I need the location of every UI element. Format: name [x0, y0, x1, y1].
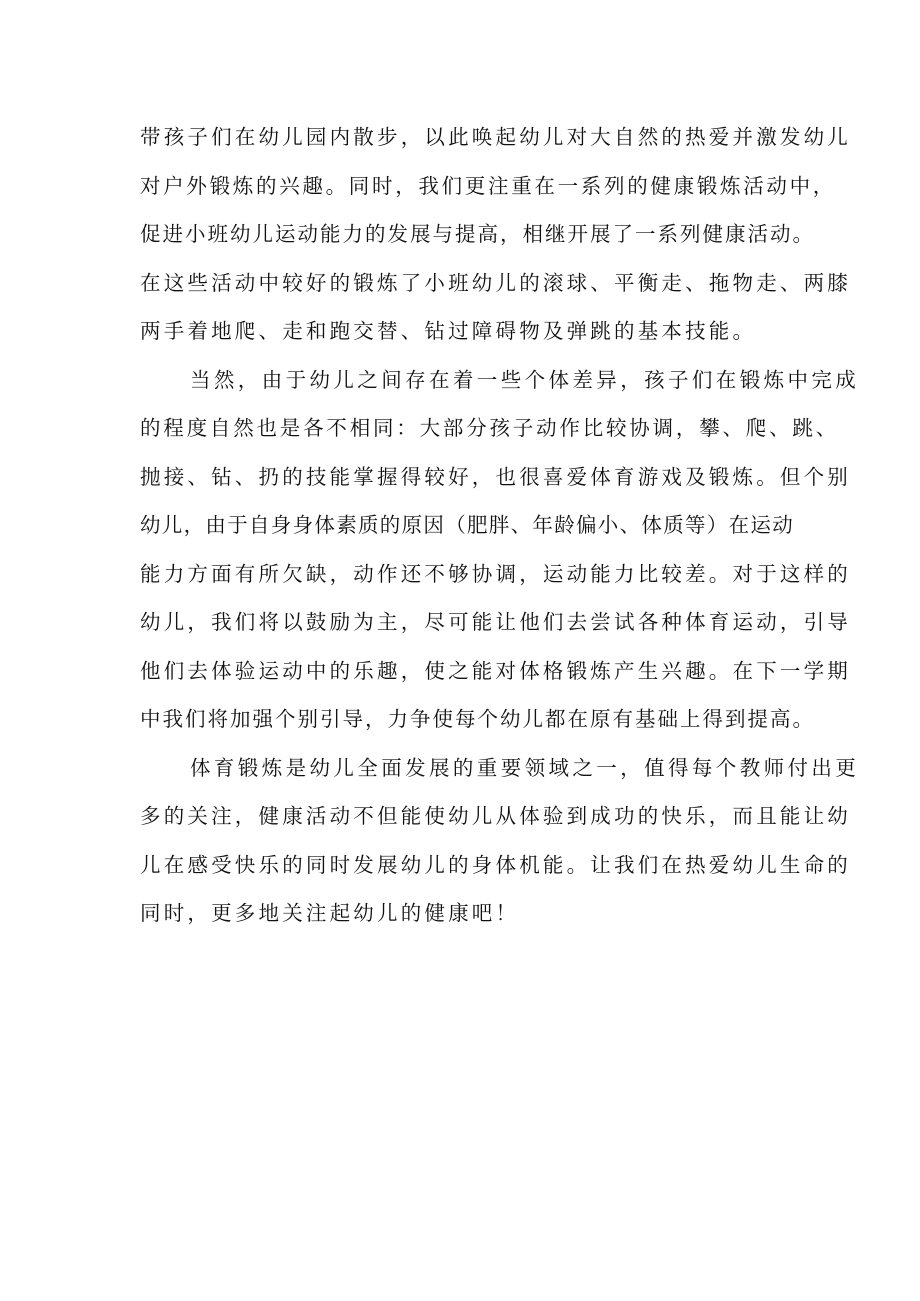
text-line: 同时，更多地关注起幼儿的健康吧！: [140, 901, 520, 925]
text-line: 多的关注，健康活动不但能使幼儿从体验到成功的快乐，而且能让幼: [140, 804, 851, 828]
text-line: 促进小班幼儿运动能力的发展与提高，相继开展了一系列健康活动。: [140, 222, 815, 246]
text-line: 中我们将加强个别引导，力争使每个幼儿都在原有基础上得到提高。: [140, 707, 815, 731]
text-line: 两手着地爬、走和跑交替、钻过障碍物及弹跳的基本技能。: [140, 319, 757, 343]
body-text: [140, 113, 860, 938]
text-line: 幼儿，由于自身身体素质的原因（肥胖、年龄偏小、体质等）在运动: [140, 513, 794, 537]
paragraph-first-line: 当然，由于幼儿之间存在着一些个体差异，孩子们在锻炼中完成: [190, 367, 860, 392]
text-line: 儿在感受快乐的同时发展幼儿的身体机能。让我们在热爱幼儿生命的: [140, 852, 851, 877]
text-line: 幼儿，我们将以鼓励为主，尽可能让他们去尝试各种体育运动，引导: [140, 610, 851, 634]
text-line: 对户外锻炼的兴趣。同时，我们更注重在一系列的健康锻炼活动中，: [140, 173, 836, 198]
text-line: 他们去体验运动中的乐趣，使之能对体格锻炼产生兴趣。在下一学期: [140, 658, 851, 683]
text-line: 带孩子们在幼儿园内散步，以此唤起幼儿对大自然的热爱并激发幼儿: [140, 125, 851, 149]
text-line: 能力方面有所欠缺，动作还不够协调，运动能力比较差。对于这样的: [140, 561, 851, 586]
text-line: 在这些活动中较好的锻炼了小班幼儿的滚球、平衡走、拖物走、两膝: [140, 270, 851, 295]
paragraph-first-line: 体育锻炼是幼儿全面发展的重要领域之一，值得每个教师付出更: [190, 755, 860, 780]
text-line: 抛接、钻、扔的技能掌握得较好，也很喜爱体育游戏及锻炼。但个别: [140, 464, 851, 489]
text-line: 的程度自然也是各不相同：大部分孩子动作比较协调，攀、爬、跳、: [140, 416, 839, 440]
